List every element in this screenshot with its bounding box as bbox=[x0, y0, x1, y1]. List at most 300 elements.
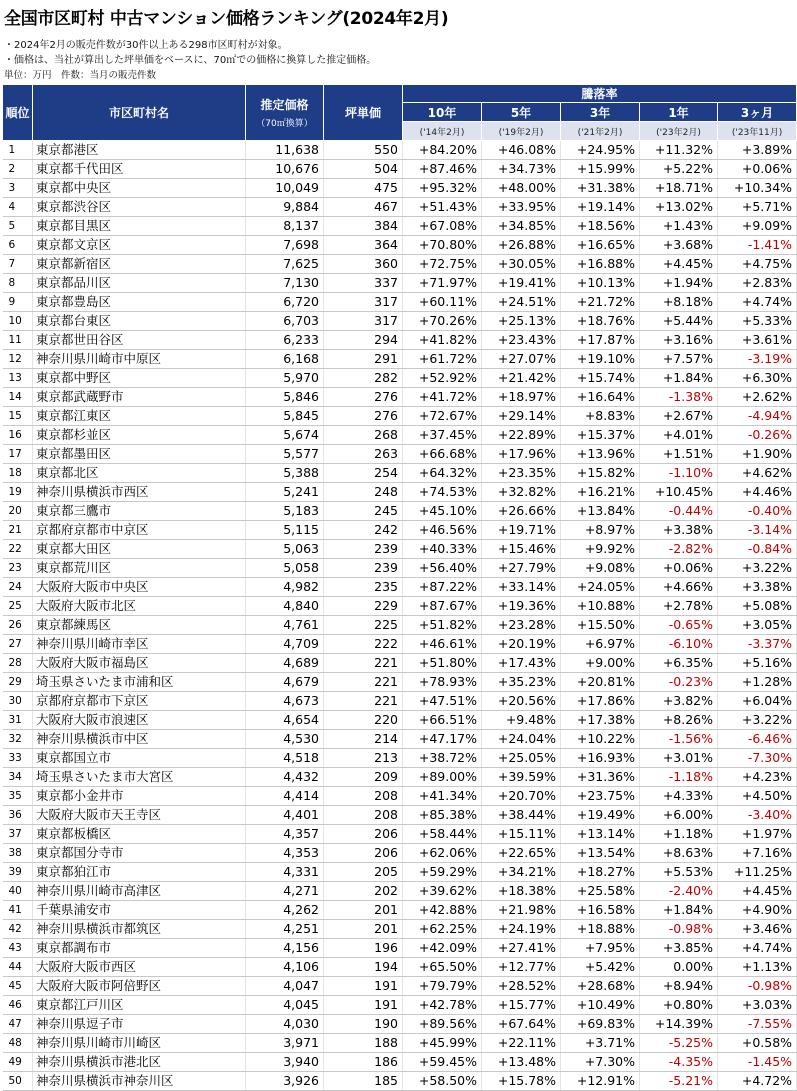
change-10y-cell: +51.82% bbox=[403, 616, 482, 635]
rank-cell: 47 bbox=[3, 1015, 33, 1034]
table-row bbox=[3, 996, 797, 1015]
change-1y-cell: -1.10% bbox=[640, 464, 718, 483]
change-10y-cell: +40.33% bbox=[403, 540, 482, 559]
change-5y-cell: +21.42% bbox=[482, 369, 561, 388]
change-1y-cell: +1.51% bbox=[640, 445, 718, 464]
tsubo-cell: 235 bbox=[324, 578, 403, 597]
name-cell: 大阪府大阪市北区 bbox=[33, 597, 246, 616]
change-3m-cell: +5.71% bbox=[718, 198, 797, 217]
price-cell: 5,063 bbox=[246, 540, 324, 559]
price-cell: 10,676 bbox=[246, 160, 324, 179]
table-row bbox=[3, 844, 797, 863]
price-cell: 4,761 bbox=[246, 616, 324, 635]
change-3m-cell: +3.05% bbox=[718, 616, 797, 635]
change-5y-cell: +26.88% bbox=[482, 236, 561, 255]
change-3y-cell: +13.96% bbox=[561, 445, 640, 464]
change-10y-cell: +87.46% bbox=[403, 160, 482, 179]
price-cell: 4,262 bbox=[246, 901, 324, 920]
change-1y-cell: +4.66% bbox=[640, 578, 718, 597]
price-cell: 3,940 bbox=[246, 1053, 324, 1072]
rank-cell: 12 bbox=[3, 350, 33, 369]
rank-cell: 37 bbox=[3, 825, 33, 844]
change-3m-cell: -3.37% bbox=[718, 635, 797, 654]
change-5y-cell: +15.11% bbox=[482, 825, 561, 844]
header-period-label: 1年 bbox=[640, 103, 718, 122]
change-3y-cell: +13.84% bbox=[561, 502, 640, 521]
change-3y-cell: +15.99% bbox=[561, 160, 640, 179]
units-note: 単位：万円 件数：当月の販売件数 bbox=[4, 70, 157, 81]
rank-cell: 26 bbox=[3, 616, 33, 635]
table-row bbox=[3, 141, 797, 160]
change-5y-cell: +15.78% bbox=[482, 1072, 561, 1091]
rank-cell: 4 bbox=[3, 198, 33, 217]
change-1y-cell: -1.38% bbox=[640, 388, 718, 407]
header-tsubo: 坪単価 bbox=[324, 85, 403, 141]
change-3m-cell: -0.26% bbox=[718, 426, 797, 445]
price-cell: 7,625 bbox=[246, 255, 324, 274]
rank-cell: 17 bbox=[3, 445, 33, 464]
price-cell: 11,638 bbox=[246, 141, 324, 160]
change-10y-cell: +58.50% bbox=[403, 1072, 482, 1091]
change-5y-cell: +22.11% bbox=[482, 1034, 561, 1053]
tsubo-cell: 186 bbox=[324, 1053, 403, 1072]
header-period-base: ('23年11月) bbox=[718, 122, 797, 141]
change-1y-cell: -0.65% bbox=[640, 616, 718, 635]
change-1y-cell: +3.38% bbox=[640, 521, 718, 540]
tsubo-cell: 467 bbox=[324, 198, 403, 217]
tsubo-cell: 185 bbox=[324, 1072, 403, 1091]
table-row bbox=[3, 616, 797, 635]
name-cell: 東京都調布市 bbox=[33, 939, 246, 958]
tsubo-cell: 317 bbox=[324, 293, 403, 312]
change-3y-cell: +10.88% bbox=[561, 597, 640, 616]
change-5y-cell: +19.41% bbox=[482, 274, 561, 293]
change-10y-cell: +51.43% bbox=[403, 198, 482, 217]
change-1y-cell: -6.10% bbox=[640, 635, 718, 654]
name-cell: 東京都台東区 bbox=[33, 312, 246, 331]
price-cell: 4,045 bbox=[246, 996, 324, 1015]
name-cell: 東京都練馬区 bbox=[33, 616, 246, 635]
tsubo-cell: 191 bbox=[324, 996, 403, 1015]
tsubo-cell: 239 bbox=[324, 559, 403, 578]
change-3y-cell: +17.38% bbox=[561, 711, 640, 730]
change-1y-cell: +2.67% bbox=[640, 407, 718, 426]
change-3y-cell: +18.88% bbox=[561, 920, 640, 939]
name-cell: 東京都中野区 bbox=[33, 369, 246, 388]
change-5y-cell: +48.00% bbox=[482, 179, 561, 198]
table-row bbox=[3, 407, 797, 426]
table-row bbox=[3, 274, 797, 293]
change-3m-cell: -3.40% bbox=[718, 806, 797, 825]
table-row bbox=[3, 502, 797, 521]
change-10y-cell: +85.38% bbox=[403, 806, 482, 825]
change-3y-cell: +23.75% bbox=[561, 787, 640, 806]
table-row bbox=[3, 540, 797, 559]
change-5y-cell: +22.89% bbox=[482, 426, 561, 445]
change-10y-cell: +95.32% bbox=[403, 179, 482, 198]
name-cell: 埼玉県さいたま市大宮区 bbox=[33, 768, 246, 787]
table-row bbox=[3, 958, 797, 977]
price-cell: 5,674 bbox=[246, 426, 324, 445]
tsubo-cell: 206 bbox=[324, 844, 403, 863]
table-row bbox=[3, 388, 797, 407]
name-cell: 大阪府大阪市阿倍野区 bbox=[33, 977, 246, 996]
change-3y-cell: +12.91% bbox=[561, 1072, 640, 1091]
change-3m-cell: +7.16% bbox=[718, 844, 797, 863]
change-10y-cell: +45.99% bbox=[403, 1034, 482, 1053]
price-cell: 4,106 bbox=[246, 958, 324, 977]
name-cell: 東京都三鷹市 bbox=[33, 502, 246, 521]
table-row bbox=[3, 597, 797, 616]
rank-cell: 39 bbox=[3, 863, 33, 882]
change-3y-cell: +10.13% bbox=[561, 274, 640, 293]
change-1y-cell: +6.00% bbox=[640, 806, 718, 825]
rank-cell: 49 bbox=[3, 1053, 33, 1072]
tsubo-cell: 242 bbox=[324, 521, 403, 540]
tsubo-cell: 282 bbox=[324, 369, 403, 388]
change-3y-cell: +28.68% bbox=[561, 977, 640, 996]
change-10y-cell: +47.51% bbox=[403, 692, 482, 711]
name-cell: 東京都品川区 bbox=[33, 274, 246, 293]
change-10y-cell: +87.67% bbox=[403, 597, 482, 616]
change-5y-cell: +24.19% bbox=[482, 920, 561, 939]
name-cell: 東京都江東区 bbox=[33, 407, 246, 426]
name-cell: 千葉県浦安市 bbox=[33, 901, 246, 920]
tsubo-cell: 504 bbox=[324, 160, 403, 179]
rank-cell: 11 bbox=[3, 331, 33, 350]
change-5y-cell: +15.46% bbox=[482, 540, 561, 559]
table-row bbox=[3, 331, 797, 350]
change-1y-cell: -0.23% bbox=[640, 673, 718, 692]
tsubo-cell: 276 bbox=[324, 407, 403, 426]
change-3y-cell: +15.74% bbox=[561, 369, 640, 388]
change-10y-cell: +62.25% bbox=[403, 920, 482, 939]
change-5y-cell: +67.64% bbox=[482, 1015, 561, 1034]
price-cell: 6,233 bbox=[246, 331, 324, 350]
change-3y-cell: +6.97% bbox=[561, 635, 640, 654]
price-cell: 4,679 bbox=[246, 673, 324, 692]
rank-cell: 28 bbox=[3, 654, 33, 673]
change-1y-cell: +1.94% bbox=[640, 274, 718, 293]
header-price-note: （70㎡換算） bbox=[256, 119, 313, 129]
name-cell: 神奈川県横浜市港北区 bbox=[33, 1053, 246, 1072]
change-3m-cell: -0.98% bbox=[718, 977, 797, 996]
change-5y-cell: +39.59% bbox=[482, 768, 561, 787]
change-3m-cell: +4.50% bbox=[718, 787, 797, 806]
change-1y-cell: +1.84% bbox=[640, 901, 718, 920]
note-target: ・2024年2月の販売件数が30件以上ある298市区町村が対象。 bbox=[4, 40, 288, 51]
rank-cell: 31 bbox=[3, 711, 33, 730]
change-3m-cell: +4.46% bbox=[718, 483, 797, 502]
rank-cell: 33 bbox=[3, 749, 33, 768]
change-10y-cell: +72.67% bbox=[403, 407, 482, 426]
change-1y-cell: +2.78% bbox=[640, 597, 718, 616]
name-cell: 神奈川県逗子市 bbox=[33, 1015, 246, 1034]
change-3m-cell: +4.74% bbox=[718, 939, 797, 958]
change-5y-cell: +22.65% bbox=[482, 844, 561, 863]
header-period-base: ('21年2月) bbox=[561, 122, 640, 141]
change-1y-cell: +8.94% bbox=[640, 977, 718, 996]
price-cell: 7,130 bbox=[246, 274, 324, 293]
tsubo-cell: 208 bbox=[324, 806, 403, 825]
change-5y-cell: +29.14% bbox=[482, 407, 561, 426]
price-cell: 6,168 bbox=[246, 350, 324, 369]
change-10y-cell: +37.45% bbox=[403, 426, 482, 445]
tsubo-cell: 221 bbox=[324, 692, 403, 711]
change-3y-cell: +21.72% bbox=[561, 293, 640, 312]
table-row bbox=[3, 426, 797, 445]
table-row bbox=[3, 293, 797, 312]
change-1y-cell: +4.33% bbox=[640, 787, 718, 806]
rank-cell: 21 bbox=[3, 521, 33, 540]
change-3y-cell: +9.00% bbox=[561, 654, 640, 673]
rank-cell: 46 bbox=[3, 996, 33, 1015]
change-3m-cell: +3.22% bbox=[718, 711, 797, 730]
header-period-label: 10年 bbox=[403, 103, 482, 122]
change-10y-cell: +66.68% bbox=[403, 445, 482, 464]
table-row bbox=[3, 521, 797, 540]
header-period-label: 3年 bbox=[561, 103, 640, 122]
change-5y-cell: +19.36% bbox=[482, 597, 561, 616]
change-5y-cell: +23.28% bbox=[482, 616, 561, 635]
header-change-group: 騰落率 bbox=[403, 85, 797, 103]
rank-cell: 25 bbox=[3, 597, 33, 616]
price-cell: 4,030 bbox=[246, 1015, 324, 1034]
tsubo-cell: 317 bbox=[324, 312, 403, 331]
rank-cell: 7 bbox=[3, 255, 33, 274]
rank-cell: 14 bbox=[3, 388, 33, 407]
page-title: 全国市区町村 中古マンション価格ランキング(2024年2月) bbox=[4, 9, 449, 29]
header-period-label: 3ヶ月 bbox=[718, 103, 797, 122]
table-row bbox=[3, 806, 797, 825]
table-row bbox=[3, 1072, 797, 1091]
header-price-label: 推定価格 bbox=[260, 98, 309, 112]
change-10y-cell: +71.97% bbox=[403, 274, 482, 293]
table-row bbox=[3, 939, 797, 958]
table-row bbox=[3, 369, 797, 388]
change-5y-cell: +34.21% bbox=[482, 863, 561, 882]
change-3m-cell: -1.45% bbox=[718, 1053, 797, 1072]
change-1y-cell: -0.98% bbox=[640, 920, 718, 939]
change-10y-cell: +70.26% bbox=[403, 312, 482, 331]
change-5y-cell: +20.70% bbox=[482, 787, 561, 806]
tsubo-cell: 201 bbox=[324, 920, 403, 939]
name-cell: 東京都板橋区 bbox=[33, 825, 246, 844]
change-5y-cell: +17.96% bbox=[482, 445, 561, 464]
change-5y-cell: +12.77% bbox=[482, 958, 561, 977]
tsubo-cell: 360 bbox=[324, 255, 403, 274]
name-cell: 東京都小金井市 bbox=[33, 787, 246, 806]
name-cell: 東京都千代田区 bbox=[33, 160, 246, 179]
price-cell: 4,331 bbox=[246, 863, 324, 882]
change-10y-cell: +58.44% bbox=[403, 825, 482, 844]
price-cell: 4,156 bbox=[246, 939, 324, 958]
change-3m-cell: +2.83% bbox=[718, 274, 797, 293]
rank-cell: 45 bbox=[3, 977, 33, 996]
header-period-base: ('23年2月) bbox=[640, 122, 718, 141]
rank-cell: 9 bbox=[3, 293, 33, 312]
price-cell: 4,673 bbox=[246, 692, 324, 711]
name-cell: 大阪府大阪市浪速区 bbox=[33, 711, 246, 730]
rank-cell: 41 bbox=[3, 901, 33, 920]
tsubo-cell: 239 bbox=[324, 540, 403, 559]
tsubo-cell: 384 bbox=[324, 217, 403, 236]
tsubo-cell: 225 bbox=[324, 616, 403, 635]
header-period-base: ('14年2月) bbox=[403, 122, 482, 141]
change-10y-cell: +39.62% bbox=[403, 882, 482, 901]
change-10y-cell: +60.11% bbox=[403, 293, 482, 312]
rank-cell: 16 bbox=[3, 426, 33, 445]
header-period-base: ('19年2月) bbox=[482, 122, 561, 141]
change-1y-cell: +14.39% bbox=[640, 1015, 718, 1034]
change-3m-cell: +3.89% bbox=[718, 141, 797, 160]
change-5y-cell: +24.04% bbox=[482, 730, 561, 749]
change-3y-cell: +16.88% bbox=[561, 255, 640, 274]
change-5y-cell: +15.77% bbox=[482, 996, 561, 1015]
price-cell: 4,530 bbox=[246, 730, 324, 749]
name-cell: 京都府京都市下京区 bbox=[33, 692, 246, 711]
name-cell: 大阪府大阪市天王寺区 bbox=[33, 806, 246, 825]
change-5y-cell: +38.44% bbox=[482, 806, 561, 825]
tsubo-cell: 202 bbox=[324, 882, 403, 901]
rank-cell: 23 bbox=[3, 559, 33, 578]
table-row bbox=[3, 787, 797, 806]
change-3m-cell: +10.34% bbox=[718, 179, 797, 198]
table-row bbox=[3, 483, 797, 502]
name-cell: 大阪府大阪市西区 bbox=[33, 958, 246, 977]
name-cell: 神奈川県川崎市中原区 bbox=[33, 350, 246, 369]
price-cell: 6,703 bbox=[246, 312, 324, 331]
tsubo-cell: 254 bbox=[324, 464, 403, 483]
rank-cell: 35 bbox=[3, 787, 33, 806]
table-row bbox=[3, 825, 797, 844]
change-10y-cell: +72.75% bbox=[403, 255, 482, 274]
change-1y-cell: +10.45% bbox=[640, 483, 718, 502]
table-row bbox=[3, 160, 797, 179]
table-row bbox=[3, 901, 797, 920]
rank-cell: 29 bbox=[3, 673, 33, 692]
change-3m-cell: +5.33% bbox=[718, 312, 797, 331]
price-cell: 4,432 bbox=[246, 768, 324, 787]
table-row bbox=[3, 236, 797, 255]
change-3m-cell: +4.75% bbox=[718, 255, 797, 274]
change-3y-cell: +9.08% bbox=[561, 559, 640, 578]
change-10y-cell: +42.78% bbox=[403, 996, 482, 1015]
change-3y-cell: +20.81% bbox=[561, 673, 640, 692]
change-1y-cell: +3.82% bbox=[640, 692, 718, 711]
tsubo-cell: 213 bbox=[324, 749, 403, 768]
change-3y-cell: +15.37% bbox=[561, 426, 640, 445]
name-cell: 東京都世田谷区 bbox=[33, 331, 246, 350]
rank-cell: 13 bbox=[3, 369, 33, 388]
change-1y-cell: +1.84% bbox=[640, 369, 718, 388]
change-1y-cell: -4.35% bbox=[640, 1053, 718, 1072]
change-1y-cell: +1.43% bbox=[640, 217, 718, 236]
price-cell: 5,577 bbox=[246, 445, 324, 464]
change-3m-cell: +0.06% bbox=[718, 160, 797, 179]
tsubo-cell: 229 bbox=[324, 597, 403, 616]
table-row bbox=[3, 179, 797, 198]
table-row bbox=[3, 863, 797, 882]
change-3y-cell: +31.36% bbox=[561, 768, 640, 787]
change-5y-cell: +27.41% bbox=[482, 939, 561, 958]
change-3m-cell: +6.04% bbox=[718, 692, 797, 711]
change-3y-cell: +19.14% bbox=[561, 198, 640, 217]
name-cell: 神奈川県川崎市川崎区 bbox=[33, 1034, 246, 1053]
change-1y-cell: +0.06% bbox=[640, 559, 718, 578]
price-cell: 9,884 bbox=[246, 198, 324, 217]
tsubo-cell: 221 bbox=[324, 654, 403, 673]
rank-cell: 42 bbox=[3, 920, 33, 939]
change-3m-cell: -4.94% bbox=[718, 407, 797, 426]
rank-cell: 24 bbox=[3, 578, 33, 597]
change-3m-cell: +2.62% bbox=[718, 388, 797, 407]
change-3m-cell: -7.30% bbox=[718, 749, 797, 768]
change-1y-cell: +3.01% bbox=[640, 749, 718, 768]
change-5y-cell: +33.14% bbox=[482, 578, 561, 597]
change-5y-cell: +21.98% bbox=[482, 901, 561, 920]
change-5y-cell: +20.19% bbox=[482, 635, 561, 654]
change-3m-cell: +5.08% bbox=[718, 597, 797, 616]
tsubo-cell: 206 bbox=[324, 825, 403, 844]
change-3y-cell: +25.58% bbox=[561, 882, 640, 901]
price-cell: 8,137 bbox=[246, 217, 324, 236]
change-10y-cell: +46.56% bbox=[403, 521, 482, 540]
change-3m-cell: +3.46% bbox=[718, 920, 797, 939]
change-3y-cell: +18.27% bbox=[561, 863, 640, 882]
change-3m-cell: +3.61% bbox=[718, 331, 797, 350]
change-3m-cell: +5.16% bbox=[718, 654, 797, 673]
rank-cell: 32 bbox=[3, 730, 33, 749]
price-cell: 10,049 bbox=[246, 179, 324, 198]
change-1y-cell: +1.18% bbox=[640, 825, 718, 844]
change-3m-cell: -3.14% bbox=[718, 521, 797, 540]
name-cell: 埼玉県さいたま市浦和区 bbox=[33, 673, 246, 692]
table-row bbox=[3, 445, 797, 464]
tsubo-cell: 222 bbox=[324, 635, 403, 654]
change-5y-cell: +25.05% bbox=[482, 749, 561, 768]
rank-cell: 27 bbox=[3, 635, 33, 654]
table-row bbox=[3, 312, 797, 331]
name-cell: 東京都国分寺市 bbox=[33, 844, 246, 863]
change-10y-cell: +67.08% bbox=[403, 217, 482, 236]
rank-cell: 5 bbox=[3, 217, 33, 236]
change-5y-cell: +33.95% bbox=[482, 198, 561, 217]
change-1y-cell: +11.32% bbox=[640, 141, 718, 160]
change-10y-cell: +84.20% bbox=[403, 141, 482, 160]
change-3y-cell: +13.14% bbox=[561, 825, 640, 844]
change-1y-cell: -2.82% bbox=[640, 540, 718, 559]
table-row bbox=[3, 217, 797, 236]
rank-cell: 36 bbox=[3, 806, 33, 825]
name-cell: 東京都江戸川区 bbox=[33, 996, 246, 1015]
change-3m-cell: +9.09% bbox=[718, 217, 797, 236]
price-cell: 6,720 bbox=[246, 293, 324, 312]
change-3y-cell: +24.05% bbox=[561, 578, 640, 597]
table-row bbox=[3, 1053, 797, 1072]
header-price bbox=[246, 85, 324, 141]
change-3y-cell: +19.49% bbox=[561, 806, 640, 825]
change-1y-cell: +8.63% bbox=[640, 844, 718, 863]
change-3y-cell: +9.92% bbox=[561, 540, 640, 559]
ranking-table bbox=[2, 84, 797, 1091]
name-cell: 東京都目黒区 bbox=[33, 217, 246, 236]
change-10y-cell: +42.09% bbox=[403, 939, 482, 958]
change-3m-cell: -7.55% bbox=[718, 1015, 797, 1034]
header-rank: 順位 bbox=[3, 85, 33, 141]
change-5y-cell: +46.08% bbox=[482, 141, 561, 160]
change-1y-cell: -5.25% bbox=[640, 1034, 718, 1053]
